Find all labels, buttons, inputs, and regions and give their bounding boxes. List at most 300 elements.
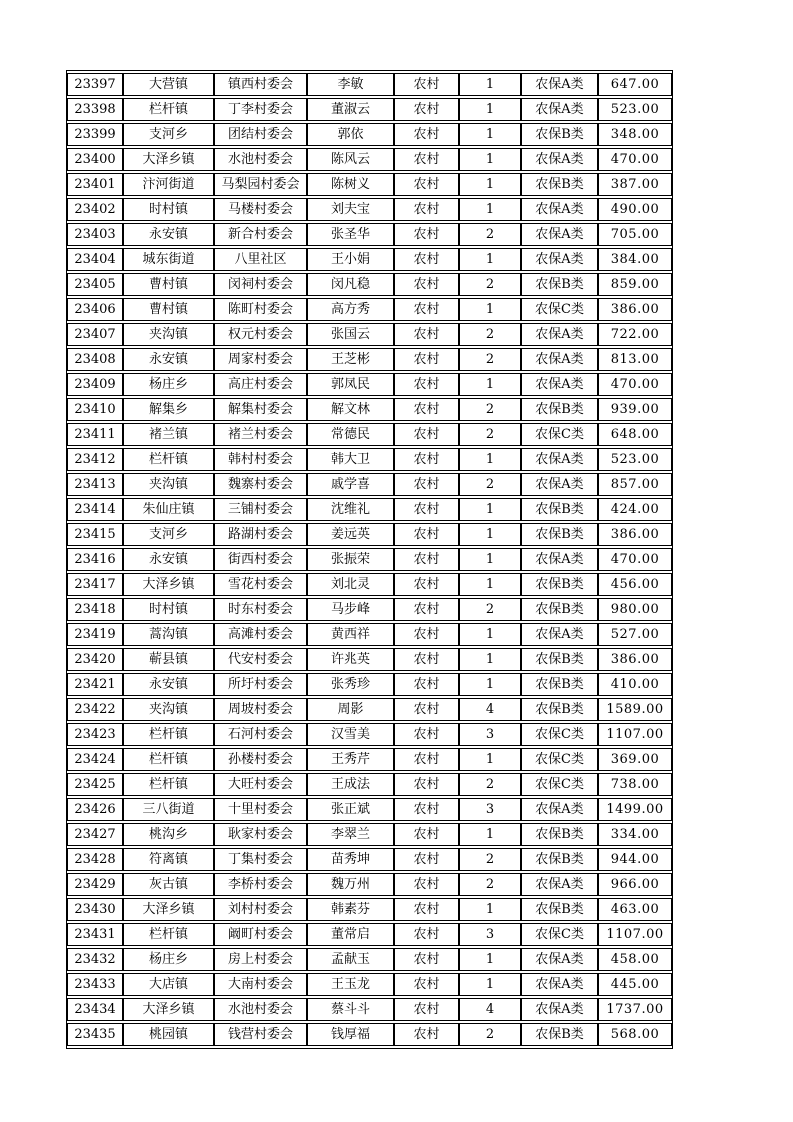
cell-person-name: 郭依 <box>307 123 394 146</box>
cell-village-committee: 陈町村委会 <box>214 298 307 321</box>
table-row <box>67 973 672 996</box>
cell-serial-number: 23422 <box>67 698 123 721</box>
cell-residence-type: 农村 <box>394 223 459 246</box>
cell-person-name: 黄西祥 <box>307 623 394 646</box>
cell-serial-number: 23398 <box>67 98 123 121</box>
cell-insurance-category: 农保A类 <box>521 198 598 221</box>
cell-town-name: 永安镇 <box>123 673 214 696</box>
cell-village-committee: 魏寨村委会 <box>214 473 307 496</box>
cell-residence-type: 农村 <box>394 173 459 196</box>
cell-village-committee: 所圩村委会 <box>214 673 307 696</box>
cell-person-count: 1 <box>459 248 521 271</box>
cell-insurance-category: 农保C类 <box>521 748 598 771</box>
cell-insurance-category: 农保A类 <box>521 248 598 271</box>
cell-residence-type: 农村 <box>394 473 459 496</box>
cell-village-committee: 高滩村委会 <box>214 623 307 646</box>
table-row <box>67 748 672 771</box>
cell-insurance-category: 农保B类 <box>521 673 598 696</box>
cell-town-name: 大泽乡镇 <box>123 148 214 171</box>
cell-person-count: 2 <box>459 873 521 896</box>
cell-town-name: 大泽乡镇 <box>123 998 214 1021</box>
cell-amount: 458.00 <box>598 948 672 971</box>
table-row <box>67 798 672 821</box>
cell-amount: 738.00 <box>598 773 672 796</box>
cell-person-count: 2 <box>459 848 521 871</box>
cell-village-committee: 十里村委会 <box>214 798 307 821</box>
cell-town-name: 曹村镇 <box>123 298 214 321</box>
cell-person-name: 张振荣 <box>307 548 394 571</box>
cell-person-name: 韩大卫 <box>307 448 394 471</box>
cell-person-count: 1 <box>459 548 521 571</box>
table-row <box>67 598 672 621</box>
cell-person-count: 1 <box>459 748 521 771</box>
cell-village-committee: 韩村村委会 <box>214 448 307 471</box>
cell-person-count: 3 <box>459 923 521 946</box>
table-row <box>67 198 672 221</box>
cell-insurance-category: 农保A类 <box>521 973 598 996</box>
cell-person-count: 1 <box>459 98 521 121</box>
cell-serial-number: 23401 <box>67 173 123 196</box>
cell-amount: 424.00 <box>598 498 672 521</box>
cell-person-count: 1 <box>459 298 521 321</box>
cell-person-name: 汉雪美 <box>307 723 394 746</box>
cell-amount: 490.00 <box>598 198 672 221</box>
cell-serial-number: 23402 <box>67 198 123 221</box>
table-row <box>67 823 672 846</box>
cell-serial-number: 23409 <box>67 373 123 396</box>
cell-serial-number: 23432 <box>67 948 123 971</box>
cell-residence-type: 农村 <box>394 148 459 171</box>
cell-insurance-category: 农保C类 <box>521 723 598 746</box>
table-row <box>67 223 672 246</box>
cell-person-count: 3 <box>459 723 521 746</box>
cell-serial-number: 23407 <box>67 323 123 346</box>
cell-person-name: 刘夫宝 <box>307 198 394 221</box>
cell-amount: 463.00 <box>598 898 672 921</box>
cell-insurance-category: 农保C类 <box>521 773 598 796</box>
cell-insurance-category: 农保B类 <box>521 898 598 921</box>
cell-serial-number: 23415 <box>67 523 123 546</box>
cell-town-name: 栏杆镇 <box>123 723 214 746</box>
cell-amount: 944.00 <box>598 848 672 871</box>
cell-insurance-category: 农保B类 <box>521 123 598 146</box>
cell-person-name: 王成法 <box>307 773 394 796</box>
cell-serial-number: 23411 <box>67 423 123 446</box>
cell-town-name: 蕲县镇 <box>123 648 214 671</box>
cell-amount: 1499.00 <box>598 798 672 821</box>
cell-person-name: 王芝彬 <box>307 348 394 371</box>
cell-amount: 386.00 <box>598 298 672 321</box>
cell-town-name: 桃沟乡 <box>123 823 214 846</box>
table-row <box>67 773 672 796</box>
cell-person-count: 1 <box>459 73 521 96</box>
cell-person-name: 沈维礼 <box>307 498 394 521</box>
cell-person-name: 魏万州 <box>307 873 394 896</box>
cell-person-count: 2 <box>459 773 521 796</box>
cell-residence-type: 农村 <box>394 298 459 321</box>
cell-insurance-category: 农保B类 <box>521 498 598 521</box>
cell-town-name: 大店镇 <box>123 973 214 996</box>
cell-town-name: 夹沟镇 <box>123 473 214 496</box>
cell-town-name: 栏杆镇 <box>123 748 214 771</box>
cell-insurance-category: 农保A类 <box>521 148 598 171</box>
table-row <box>67 898 672 921</box>
cell-town-name: 夹沟镇 <box>123 323 214 346</box>
cell-person-count: 1 <box>459 148 521 171</box>
cell-person-name: 姜远英 <box>307 523 394 546</box>
cell-amount: 1737.00 <box>598 998 672 1021</box>
cell-person-name: 高方秀 <box>307 298 394 321</box>
cell-amount: 386.00 <box>598 523 672 546</box>
cell-town-name: 杨庄乡 <box>123 373 214 396</box>
cell-insurance-category: 农保A类 <box>521 323 598 346</box>
cell-residence-type: 农村 <box>394 573 459 596</box>
cell-village-committee: 石河村委会 <box>214 723 307 746</box>
cell-insurance-category: 农保B类 <box>521 1023 598 1046</box>
table-row <box>67 948 672 971</box>
cell-village-committee: 李桥村委会 <box>214 873 307 896</box>
cell-residence-type: 农村 <box>394 748 459 771</box>
cell-village-committee: 丁李村委会 <box>214 98 307 121</box>
cell-serial-number: 23403 <box>67 223 123 246</box>
cell-person-count: 1 <box>459 448 521 471</box>
cell-amount: 386.00 <box>598 648 672 671</box>
cell-person-name: 周影 <box>307 698 394 721</box>
table-row <box>67 298 672 321</box>
cell-person-name: 郭凤民 <box>307 373 394 396</box>
cell-town-name: 符离镇 <box>123 848 214 871</box>
cell-residence-type: 农村 <box>394 73 459 96</box>
table-body <box>67 73 672 1046</box>
cell-insurance-category: 农保A类 <box>521 448 598 471</box>
cell-person-name: 钱厚福 <box>307 1023 394 1046</box>
cell-insurance-category: 农保B类 <box>521 523 598 546</box>
cell-serial-number: 23417 <box>67 573 123 596</box>
cell-town-name: 曹村镇 <box>123 273 214 296</box>
cell-serial-number: 23423 <box>67 723 123 746</box>
cell-person-count: 2 <box>459 598 521 621</box>
table-row <box>67 248 672 271</box>
cell-serial-number: 23399 <box>67 123 123 146</box>
cell-amount: 966.00 <box>598 873 672 896</box>
cell-serial-number: 23421 <box>67 673 123 696</box>
cell-village-committee: 路湖村委会 <box>214 523 307 546</box>
cell-residence-type: 农村 <box>394 423 459 446</box>
cell-residence-type: 农村 <box>394 923 459 946</box>
cell-person-name: 董常启 <box>307 923 394 946</box>
cell-person-name: 苗秀坤 <box>307 848 394 871</box>
cell-person-count: 4 <box>459 698 521 721</box>
cell-insurance-category: 农保A类 <box>521 373 598 396</box>
cell-village-committee: 代安村委会 <box>214 648 307 671</box>
cell-town-name: 支河乡 <box>123 523 214 546</box>
cell-town-name: 大泽乡镇 <box>123 573 214 596</box>
cell-serial-number: 23418 <box>67 598 123 621</box>
cell-serial-number: 23434 <box>67 998 123 1021</box>
cell-residence-type: 农村 <box>394 698 459 721</box>
cell-residence-type: 农村 <box>394 773 459 796</box>
cell-serial-number: 23430 <box>67 898 123 921</box>
table-row <box>67 923 672 946</box>
cell-residence-type: 农村 <box>394 448 459 471</box>
cell-residence-type: 农村 <box>394 498 459 521</box>
cell-residence-type: 农村 <box>394 948 459 971</box>
cell-person-count: 2 <box>459 398 521 421</box>
cell-amount: 1589.00 <box>598 698 672 721</box>
cell-serial-number: 23413 <box>67 473 123 496</box>
cell-person-count: 4 <box>459 998 521 1021</box>
cell-town-name: 永安镇 <box>123 223 214 246</box>
cell-village-committee: 八里社区 <box>214 248 307 271</box>
cell-person-count: 2 <box>459 1023 521 1046</box>
cell-residence-type: 农村 <box>394 973 459 996</box>
table-row <box>67 123 672 146</box>
cell-insurance-category: 农保B类 <box>521 273 598 296</box>
cell-insurance-category: 农保A类 <box>521 948 598 971</box>
cell-person-count: 1 <box>459 123 521 146</box>
cell-serial-number: 23408 <box>67 348 123 371</box>
table-row <box>67 323 672 346</box>
cell-village-committee: 褚兰村委会 <box>214 423 307 446</box>
table-row <box>67 873 672 896</box>
cell-person-name: 李翠兰 <box>307 823 394 846</box>
cell-amount: 568.00 <box>598 1023 672 1046</box>
cell-residence-type: 农村 <box>394 998 459 1021</box>
cell-amount: 859.00 <box>598 273 672 296</box>
cell-person-count: 2 <box>459 423 521 446</box>
cell-amount: 470.00 <box>598 148 672 171</box>
cell-serial-number: 23405 <box>67 273 123 296</box>
cell-insurance-category: 农保A类 <box>521 798 598 821</box>
cell-amount: 647.00 <box>598 73 672 96</box>
cell-amount: 980.00 <box>598 598 672 621</box>
cell-residence-type: 农村 <box>394 823 459 846</box>
cell-village-committee: 阚町村委会 <box>214 923 307 946</box>
cell-person-name: 戚学喜 <box>307 473 394 496</box>
cell-serial-number: 23416 <box>67 548 123 571</box>
cell-village-committee: 水池村委会 <box>214 998 307 1021</box>
cell-village-committee: 权元村委会 <box>214 323 307 346</box>
cell-village-committee: 丁集村委会 <box>214 848 307 871</box>
cell-village-committee: 闵祠村委会 <box>214 273 307 296</box>
insurance-roster-table <box>66 70 673 1049</box>
cell-residence-type: 农村 <box>394 623 459 646</box>
cell-village-committee: 周坡村委会 <box>214 698 307 721</box>
cell-amount: 527.00 <box>598 623 672 646</box>
cell-town-name: 支河乡 <box>123 123 214 146</box>
cell-residence-type: 农村 <box>394 798 459 821</box>
cell-amount: 369.00 <box>598 748 672 771</box>
cell-insurance-category: 农保A类 <box>521 998 598 1021</box>
cell-town-name: 汴河街道 <box>123 173 214 196</box>
table-row <box>67 398 672 421</box>
cell-amount: 648.00 <box>598 423 672 446</box>
cell-serial-number: 23414 <box>67 498 123 521</box>
cell-insurance-category: 农保B类 <box>521 573 598 596</box>
cell-town-name: 杨庄乡 <box>123 948 214 971</box>
cell-serial-number: 23429 <box>67 873 123 896</box>
cell-person-name: 蔡斗斗 <box>307 998 394 1021</box>
cell-town-name: 栏杆镇 <box>123 98 214 121</box>
cell-serial-number: 23427 <box>67 823 123 846</box>
cell-person-name: 陈风云 <box>307 148 394 171</box>
cell-amount: 387.00 <box>598 173 672 196</box>
cell-residence-type: 农村 <box>394 348 459 371</box>
cell-person-name: 闵凡稳 <box>307 273 394 296</box>
table-row <box>67 848 672 871</box>
cell-person-name: 王秀芹 <box>307 748 394 771</box>
table-row <box>67 548 672 571</box>
cell-person-count: 1 <box>459 898 521 921</box>
cell-town-name: 栏杆镇 <box>123 448 214 471</box>
cell-person-name: 常德民 <box>307 423 394 446</box>
cell-insurance-category: 农保A类 <box>521 223 598 246</box>
table-row <box>67 98 672 121</box>
cell-town-name: 桃园镇 <box>123 1023 214 1046</box>
cell-insurance-category: 农保A类 <box>521 548 598 571</box>
cell-insurance-category: 农保C类 <box>521 923 598 946</box>
cell-insurance-category: 农保B类 <box>521 173 598 196</box>
cell-person-count: 2 <box>459 348 521 371</box>
cell-person-count: 1 <box>459 573 521 596</box>
table-row <box>67 348 672 371</box>
cell-town-name: 时村镇 <box>123 598 214 621</box>
cell-insurance-category: 农保A类 <box>521 623 598 646</box>
cell-town-name: 栏杆镇 <box>123 923 214 946</box>
cell-town-name: 时村镇 <box>123 198 214 221</box>
cell-person-count: 1 <box>459 198 521 221</box>
cell-person-count: 2 <box>459 323 521 346</box>
cell-village-committee: 时东村委会 <box>214 598 307 621</box>
cell-person-name: 解文林 <box>307 398 394 421</box>
cell-person-name: 王玉龙 <box>307 973 394 996</box>
cell-person-count: 1 <box>459 948 521 971</box>
cell-town-name: 大泽乡镇 <box>123 898 214 921</box>
cell-residence-type: 农村 <box>394 548 459 571</box>
cell-person-name: 张圣华 <box>307 223 394 246</box>
cell-village-committee: 孙楼村委会 <box>214 748 307 771</box>
table-row <box>67 573 672 596</box>
cell-village-committee: 水池村委会 <box>214 148 307 171</box>
cell-amount: 857.00 <box>598 473 672 496</box>
table-row <box>67 73 672 96</box>
cell-serial-number: 23406 <box>67 298 123 321</box>
cell-serial-number: 23400 <box>67 148 123 171</box>
cell-town-name: 永安镇 <box>123 348 214 371</box>
cell-residence-type: 农村 <box>394 198 459 221</box>
cell-residence-type: 农村 <box>394 598 459 621</box>
cell-village-committee: 新合村委会 <box>214 223 307 246</box>
cell-residence-type: 农村 <box>394 523 459 546</box>
cell-person-count: 2 <box>459 223 521 246</box>
cell-amount: 410.00 <box>598 673 672 696</box>
cell-serial-number: 23419 <box>67 623 123 646</box>
cell-person-name: 张正斌 <box>307 798 394 821</box>
cell-village-committee: 解集村委会 <box>214 398 307 421</box>
cell-amount: 348.00 <box>598 123 672 146</box>
cell-serial-number: 23435 <box>67 1023 123 1046</box>
cell-serial-number: 23428 <box>67 848 123 871</box>
cell-town-name: 灰古镇 <box>123 873 214 896</box>
cell-amount: 1107.00 <box>598 723 672 746</box>
cell-town-name: 永安镇 <box>123 548 214 571</box>
cell-person-count: 2 <box>459 473 521 496</box>
cell-amount: 523.00 <box>598 448 672 471</box>
cell-residence-type: 农村 <box>394 723 459 746</box>
cell-village-committee: 周家村委会 <box>214 348 307 371</box>
cell-village-committee: 团结村委会 <box>214 123 307 146</box>
cell-residence-type: 农村 <box>394 98 459 121</box>
cell-village-committee: 马楼村委会 <box>214 198 307 221</box>
cell-residence-type: 农村 <box>394 373 459 396</box>
cell-insurance-category: 农保B类 <box>521 823 598 846</box>
cell-town-name: 三八街道 <box>123 798 214 821</box>
roster-table <box>67 71 672 1048</box>
cell-town-name: 夹沟镇 <box>123 698 214 721</box>
cell-serial-number: 23425 <box>67 773 123 796</box>
cell-residence-type: 农村 <box>394 273 459 296</box>
cell-serial-number: 23431 <box>67 923 123 946</box>
cell-serial-number: 23412 <box>67 448 123 471</box>
cell-insurance-category: 农保C类 <box>521 423 598 446</box>
cell-village-committee: 大南村委会 <box>214 973 307 996</box>
cell-insurance-category: 农保A类 <box>521 473 598 496</box>
cell-insurance-category: 农保B类 <box>521 698 598 721</box>
cell-village-committee: 马梨园村委会 <box>214 173 307 196</box>
cell-serial-number: 23410 <box>67 398 123 421</box>
cell-amount: 1107.00 <box>598 923 672 946</box>
cell-person-count: 1 <box>459 373 521 396</box>
cell-amount: 523.00 <box>598 98 672 121</box>
cell-town-name: 蒿沟镇 <box>123 623 214 646</box>
table-row <box>67 998 672 1021</box>
cell-town-name: 褚兰镇 <box>123 423 214 446</box>
table-row <box>67 273 672 296</box>
cell-person-name: 李敏 <box>307 73 394 96</box>
table-row <box>67 648 672 671</box>
table-row <box>67 523 672 546</box>
table-row <box>67 173 672 196</box>
table-row <box>67 448 672 471</box>
cell-insurance-category: 农保B类 <box>521 598 598 621</box>
cell-residence-type: 农村 <box>394 123 459 146</box>
cell-village-committee: 高庄村委会 <box>214 373 307 396</box>
cell-village-committee: 三铺村委会 <box>214 498 307 521</box>
cell-insurance-category: 农保A类 <box>521 98 598 121</box>
cell-residence-type: 农村 <box>394 673 459 696</box>
cell-person-count: 3 <box>459 798 521 821</box>
cell-amount: 813.00 <box>598 348 672 371</box>
cell-town-name: 解集乡 <box>123 398 214 421</box>
cell-serial-number: 23397 <box>67 73 123 96</box>
cell-amount: 470.00 <box>598 548 672 571</box>
cell-person-name: 刘北灵 <box>307 573 394 596</box>
cell-person-name: 陈树义 <box>307 173 394 196</box>
table-row <box>67 148 672 171</box>
table-row <box>67 698 672 721</box>
cell-amount: 470.00 <box>598 373 672 396</box>
cell-person-count: 1 <box>459 523 521 546</box>
cell-village-committee: 房上村委会 <box>214 948 307 971</box>
cell-person-count: 1 <box>459 623 521 646</box>
cell-residence-type: 农村 <box>394 323 459 346</box>
cell-person-count: 1 <box>459 673 521 696</box>
cell-person-name: 张秀珍 <box>307 673 394 696</box>
cell-serial-number: 23426 <box>67 798 123 821</box>
cell-person-name: 许兆英 <box>307 648 394 671</box>
cell-village-committee: 钱营村委会 <box>214 1023 307 1046</box>
cell-person-count: 1 <box>459 973 521 996</box>
